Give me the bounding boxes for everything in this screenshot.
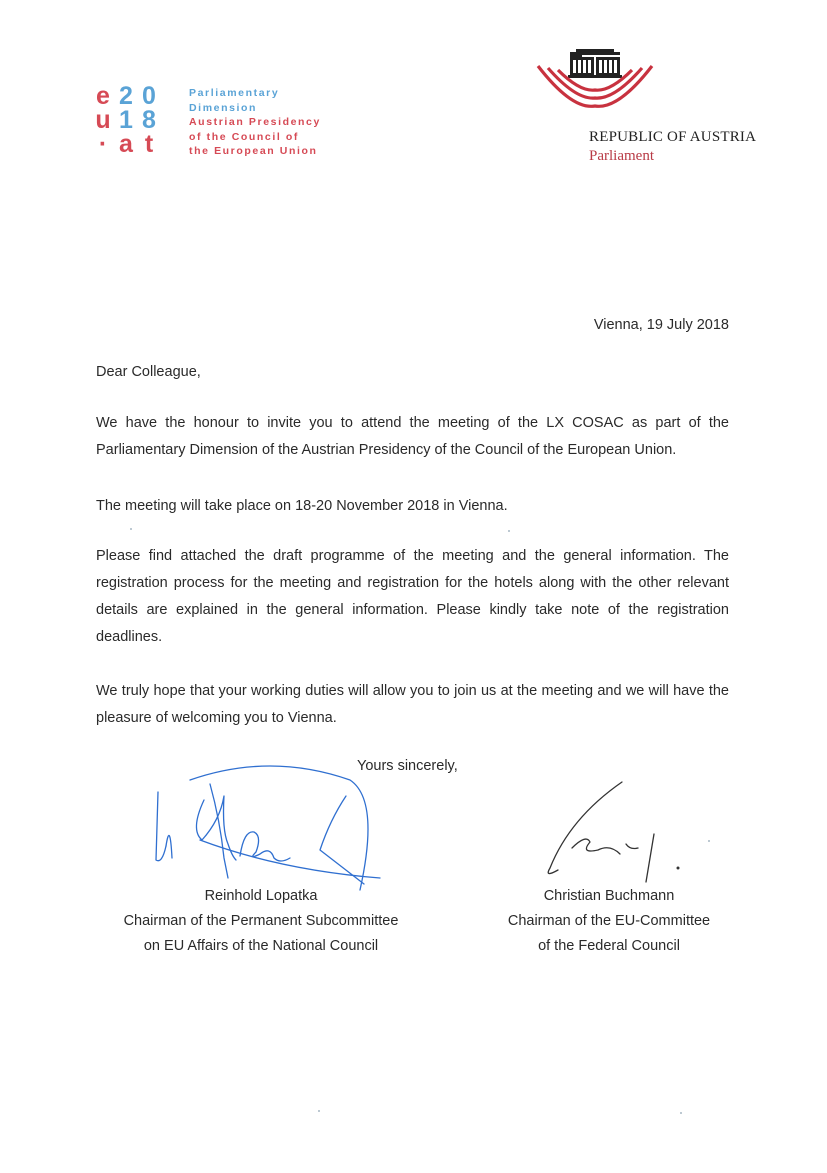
signatory-title: on EU Affairs of the National Council (143, 938, 379, 954)
logo-line: Dimension (189, 101, 258, 114)
signatory-title: Chairman of the EU-Committee (507, 913, 711, 929)
letter-date: Vienna, 19 July 2018 (593, 317, 729, 333)
logo-char: 0 (142, 82, 156, 110)
signatory-left (96, 884, 426, 959)
logo-line: Austrian Presidency (189, 116, 321, 128)
parliament-label: Parliament (589, 148, 654, 164)
logo-char: e (96, 82, 110, 110)
logo-line: Parliamentary (189, 87, 280, 99)
paragraph: We have the honour to invite you to attend the meeting of the LX COSAC as part of the Parliamentary Dimension of the Austrian Presidency of the Council of the European Union. (96, 415, 729, 458)
logo-char: · (98, 130, 108, 158)
signatory-title: Chairman of the Permanent Subcommittee (123, 913, 399, 929)
logo-char: u (95, 106, 111, 134)
paragraph: We truly hope that your working duties will allow you to join us at the meeting and we will have the pleasure of welcoming you to Vienna. (96, 683, 729, 726)
eu2018at-logo (92, 84, 160, 156)
paragraph: Please find attached the draft programme of the meeting and the general information. The registration process for the meeting and registration for the hotels along with the other relevant details are explained in the general information. Please kindly take note of the registration deadlines. (96, 548, 729, 645)
closing: Yours sincerely, (357, 758, 458, 774)
scan-speck (508, 530, 510, 532)
logo-char: 1 (119, 106, 133, 134)
logo-char: a (119, 130, 133, 158)
signature-lopatka (150, 760, 390, 900)
logo-char: 8 (142, 106, 156, 134)
scan-speck (680, 1112, 682, 1114)
paragraph: The meeting will take place on 18-20 November 2018 in Vienna. (96, 498, 508, 514)
logo-char: 2 (119, 82, 133, 110)
signatory-title: of the Federal Council (538, 938, 680, 954)
scan-speck (318, 1110, 320, 1112)
republic-label: REPUBLIC OF AUSTRIA (589, 129, 757, 145)
scan-speck (708, 840, 710, 842)
logo-line: the European Union (189, 145, 318, 157)
salutation: Dear Colleague, (96, 364, 201, 380)
parliament-heading (589, 128, 756, 166)
logo-line: of the Council of (189, 130, 300, 143)
logo-char: t (144, 130, 154, 158)
presidency-logo-text (189, 86, 321, 159)
scan-speck (130, 528, 132, 530)
signatory-name: Reinhold Lopatka (204, 888, 318, 904)
signatory-right (485, 884, 733, 959)
signature-buchmann (530, 778, 700, 888)
signatory-name: Christian Buchmann (543, 888, 675, 904)
parliament-emblem-icon (532, 48, 662, 110)
